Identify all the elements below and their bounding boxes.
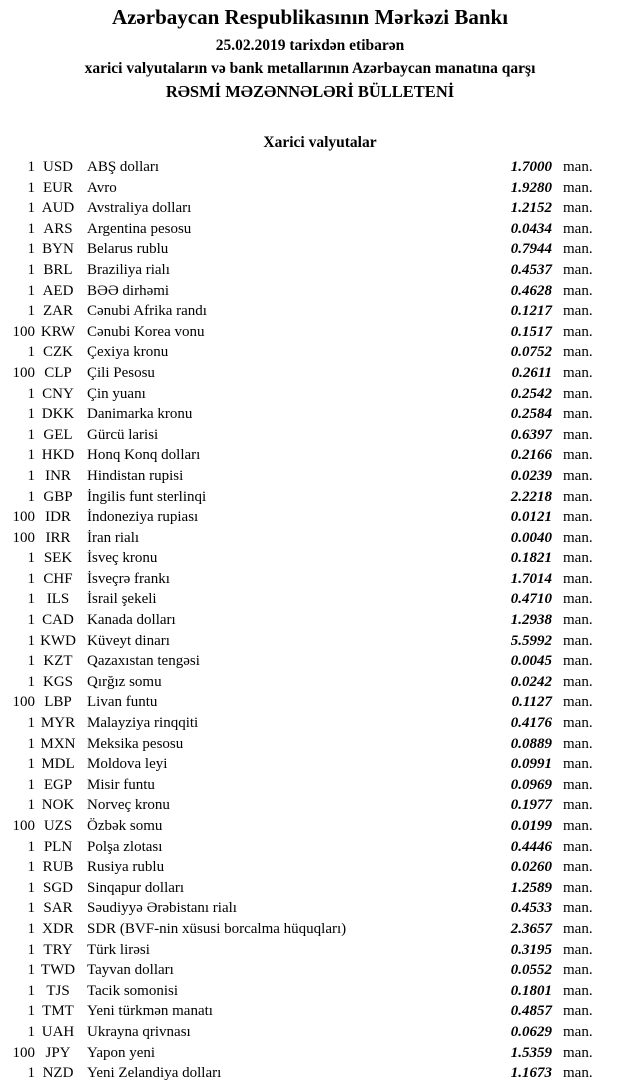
table-row (8, 322, 607, 343)
row-currency-name: Norveç kronu (87, 797, 170, 814)
row-currency-code: CZK (43, 344, 73, 361)
row-rate: 1.2152 (510, 200, 552, 217)
table-row (8, 1043, 607, 1064)
row-quantity: 1 (27, 282, 35, 299)
table-row (8, 384, 607, 405)
row-rate: 0.4710 (510, 591, 552, 608)
row-unit: man. (563, 447, 593, 464)
row-unit: man. (563, 344, 593, 361)
table-row (8, 487, 607, 508)
table-row (8, 795, 607, 816)
table-row (8, 878, 607, 899)
row-currency-code: NOK (41, 797, 75, 814)
row-currency-name: İsveç kronu (87, 550, 158, 567)
row-quantity: 100 (12, 323, 35, 340)
row-quantity: 1 (27, 200, 35, 217)
row-currency-name: Çili Pesosu (87, 364, 155, 381)
row-unit: man. (563, 467, 593, 484)
row-currency-code: UZS (43, 818, 73, 834)
row-unit: man. (563, 1065, 593, 1082)
row-currency-code: CHF (43, 570, 73, 587)
table-row (8, 198, 607, 219)
row-currency-code: IDR (45, 509, 71, 526)
row-currency-name: Qırğız somu (87, 673, 162, 690)
row-unit: man. (563, 920, 593, 937)
row-unit: man. (563, 385, 593, 402)
row-currency-name: Cənubi Korea vonu (87, 323, 205, 340)
row-rate: 0.0889 (510, 735, 552, 752)
table-row (8, 281, 607, 302)
row-unit: man. (563, 1003, 593, 1020)
row-currency-code: CLP (44, 364, 72, 381)
row-currency-code: ARS (43, 220, 73, 237)
row-unit: man. (563, 282, 593, 299)
row-rate: 0.1801 (510, 982, 552, 999)
row-rate: 0.4176 (510, 715, 552, 732)
row-rate: 0.4537 (510, 261, 552, 278)
row-currency-name: İsrail şekeli (87, 591, 157, 608)
row-rate: 0.1977 (510, 797, 552, 814)
row-quantity: 1 (27, 1023, 35, 1040)
row-unit: man. (563, 715, 593, 732)
row-unit: man. (563, 797, 593, 814)
row-rate: 0.2611 (511, 364, 552, 381)
row-currency-name: Hindistan rupisi (87, 467, 184, 484)
row-currency-code: CAD (42, 612, 74, 629)
row-unit: man. (563, 1044, 593, 1061)
row-unit: man. (563, 159, 593, 175)
row-rate: 0.0969 (510, 776, 552, 793)
table-row (8, 219, 607, 240)
table-row (8, 1001, 607, 1022)
row-currency-code: KWD (40, 632, 76, 649)
table-row (8, 569, 607, 590)
row-rate: 0.6397 (510, 426, 552, 443)
row-quantity: 100 (12, 529, 35, 546)
row-rate: 1.7000 (510, 159, 552, 175)
row-currency-code: TWD (40, 962, 76, 979)
row-unit: man. (563, 323, 593, 340)
row-quantity: 1 (27, 653, 35, 670)
row-rate: 0.2584 (510, 406, 552, 423)
table-row (8, 837, 607, 858)
row-rate: 0.4857 (510, 1003, 552, 1020)
row-currency-name: ABŞ dolları (87, 159, 160, 175)
row-currency-code: PLN (43, 838, 73, 855)
row-currency-code: DKK (41, 406, 75, 423)
table-row (8, 239, 607, 260)
row-currency-code: SAR (43, 900, 73, 917)
table-row (8, 528, 607, 549)
bank-title: Azərbaycan Respublikasının Mərkəzi Bankı (111, 5, 509, 29)
row-unit: man. (563, 1023, 593, 1040)
row-currency-name: İsveçrə frankı (87, 570, 170, 587)
row-currency-name: Livan funtu (87, 694, 158, 711)
row-currency-code: LBP (44, 694, 72, 711)
row-quantity: 1 (27, 303, 35, 320)
row-quantity: 1 (27, 900, 35, 917)
row-currency-name: Rusiya rublu (87, 859, 165, 876)
row-currency-code: ILS (46, 591, 70, 608)
row-currency-name: Çexiya kronu (87, 344, 169, 361)
table-row (8, 631, 607, 652)
row-quantity: 1 (27, 879, 35, 896)
row-unit: man. (563, 241, 593, 258)
row-quantity: 1 (27, 467, 35, 484)
row-unit: man. (563, 735, 593, 752)
row-currency-code: AED (42, 282, 74, 299)
row-quantity: 1 (27, 447, 35, 464)
row-quantity: 1 (27, 1065, 35, 1082)
row-rate: 0.0199 (510, 818, 552, 834)
table-row (8, 672, 607, 693)
row-currency-code: MYR (40, 715, 76, 732)
table-row (8, 775, 607, 796)
row-rate: 0.2542 (510, 385, 552, 402)
row-unit: man. (563, 261, 593, 278)
table-row (8, 466, 607, 487)
row-rate: 1.5359 (510, 1044, 552, 1061)
row-currency-code: BRL (43, 261, 73, 278)
row-currency-name: Danimarka kronu (87, 406, 193, 423)
row-quantity: 100 (12, 364, 35, 381)
row-currency-name: Yeni Zelandiya dolları (87, 1065, 222, 1082)
row-unit: man. (563, 488, 593, 505)
row-quantity: 100 (12, 509, 35, 526)
row-rate: 0.1821 (510, 550, 552, 567)
row-unit: man. (563, 220, 593, 237)
row-currency-name: Moldova leyi (87, 756, 168, 773)
row-currency-code: KRW (40, 323, 76, 340)
row-quantity: 1 (27, 385, 35, 402)
row-unit: man. (563, 529, 593, 546)
row-unit: man. (563, 859, 593, 876)
row-quantity: 1 (27, 962, 35, 979)
table-row (8, 898, 607, 919)
row-unit: man. (563, 426, 593, 443)
row-currency-code: SEK (43, 550, 73, 567)
row-currency-code: GEL (43, 426, 73, 443)
row-quantity: 100 (12, 694, 35, 711)
row-currency-code: XDR (42, 920, 74, 937)
row-currency-name: Tayvan dolları (87, 962, 174, 979)
row-quantity: 1 (27, 612, 35, 629)
row-currency-name: SDR (BVF-nin xüsusi borcalma hüquqları) (87, 920, 347, 937)
row-currency-name: Cənubi Afrika randı (87, 303, 207, 320)
row-currency-code: UAH (41, 1023, 75, 1040)
row-currency-name: Argentina pesosu (87, 220, 192, 237)
row-quantity: 1 (27, 179, 35, 196)
row-rate: 0.7944 (510, 241, 552, 258)
row-quantity: 1 (27, 159, 35, 175)
row-unit: man. (563, 879, 593, 896)
row-rate: 0.0629 (510, 1023, 552, 1040)
table-row (8, 425, 607, 446)
table-row (8, 342, 607, 363)
row-unit: man. (563, 941, 593, 958)
row-currency-code: EUR (43, 179, 73, 196)
row-rate: 1.2938 (510, 612, 552, 629)
row-currency-code: KZT (43, 653, 73, 670)
table-row (8, 981, 607, 1002)
row-quantity: 1 (27, 550, 35, 567)
table-row (8, 651, 607, 672)
row-unit: man. (563, 653, 593, 670)
row-currency-name: İran rialı (87, 529, 140, 546)
table-row (8, 610, 607, 631)
row-unit: man. (563, 962, 593, 979)
bulletin-title: RƏSMİ MƏZƏNNƏLƏRİ BÜLLETENİ (165, 82, 455, 101)
row-currency-code: MDL (41, 756, 75, 773)
row-currency-name: Ukrayna qrivnası (87, 1023, 191, 1040)
row-currency-name: Braziliya rialı (87, 261, 170, 278)
row-currency-name: Belarus rublu (87, 241, 169, 258)
row-currency-name: Gürcü larisi (87, 426, 159, 443)
row-unit: man. (563, 612, 593, 629)
table-row (8, 548, 607, 569)
row-quantity: 1 (27, 920, 35, 937)
row-currency-code: TMT (42, 1003, 74, 1020)
row-unit: man. (563, 509, 593, 526)
row-quantity: 1 (27, 344, 35, 361)
row-quantity: 1 (27, 715, 35, 732)
row-quantity: 1 (27, 632, 35, 649)
row-currency-name: Küveyt dinarı (87, 632, 170, 649)
row-quantity: 1 (27, 241, 35, 258)
table-row (8, 404, 607, 425)
row-currency-code: SGD (42, 879, 73, 896)
row-rate: 0.1217 (510, 303, 552, 320)
row-currency-code: NZD (42, 1065, 74, 1082)
row-currency-name: Çin yuanı (87, 385, 146, 402)
row-currency-name: İndoneziya rupiası (87, 509, 199, 526)
row-unit: man. (563, 982, 593, 999)
row-currency-name: Avstraliya dolları (87, 200, 192, 217)
row-unit: man. (563, 570, 593, 587)
table-row (8, 1063, 607, 1084)
table-row (8, 692, 607, 713)
row-quantity: 1 (27, 488, 35, 505)
row-currency-name: Səudiyyə Ərəbistanı rialı (87, 900, 237, 917)
row-rate: 5.5992 (510, 632, 552, 649)
row-quantity: 1 (27, 859, 35, 876)
row-currency-name: Avro (87, 179, 117, 196)
row-unit: man. (563, 591, 593, 608)
row-unit: man. (563, 756, 593, 773)
table-row (8, 940, 607, 961)
row-currency-code: GBP (43, 488, 73, 505)
row-rate: 2.3657 (510, 920, 552, 937)
table-row (8, 754, 607, 775)
table-row (8, 178, 607, 199)
effective-date-line: 25.02.2019 tarixdən etibarən (215, 37, 405, 54)
row-currency-code: HKD (41, 447, 75, 464)
row-rate: 0.1517 (510, 323, 552, 340)
row-unit: man. (563, 303, 593, 320)
row-quantity: 1 (27, 838, 35, 855)
subject-line: xarici valyutaların və bank metallarının Azərbaycan manatına qarşı (84, 60, 536, 77)
row-currency-name: Malayziya rinqqiti (87, 715, 199, 732)
row-unit: man. (563, 632, 593, 649)
row-currency-name: İngilis funt sterlinqi (87, 488, 207, 505)
table-row (8, 507, 607, 528)
row-currency-name: Kanada dolları (87, 612, 176, 629)
row-currency-name: Türk lirəsi (87, 941, 150, 958)
row-quantity: 1 (27, 591, 35, 608)
row-currency-name: BƏƏ dirhəmi (87, 282, 170, 299)
row-rate: 1.7014 (510, 570, 552, 587)
table-row (8, 816, 607, 837)
row-currency-code: EGP (43, 776, 73, 793)
table-row (8, 713, 607, 734)
row-currency-name: Qazaxıstan tengəsi (87, 653, 200, 670)
row-unit: man. (563, 694, 593, 711)
row-rate: 0.0242 (510, 673, 552, 690)
row-currency-name: Özbək somu (87, 818, 163, 834)
document-header (0, 5, 620, 102)
row-unit: man. (563, 776, 593, 793)
row-currency-code: INR (45, 467, 71, 484)
row-currency-code: TRY (43, 941, 73, 958)
currency-rates-table (0, 157, 620, 1084)
table-row (8, 301, 607, 322)
row-currency-name: Polşa zlotası (87, 838, 163, 855)
row-currency-name: Tacik somonisi (87, 982, 179, 999)
row-rate: 0.0260 (510, 859, 552, 876)
row-quantity: 1 (27, 776, 35, 793)
row-rate: 1.2589 (510, 879, 552, 896)
row-currency-code: CNY (42, 385, 74, 402)
row-rate: 0.0552 (510, 962, 552, 979)
row-currency-code: TJS (46, 982, 70, 999)
row-rate: 0.0045 (510, 653, 552, 670)
table-row (8, 589, 607, 610)
row-rate: 0.3195 (510, 941, 552, 958)
row-rate: 0.0752 (510, 344, 552, 361)
table-row (8, 157, 607, 178)
row-currency-code: ZAR (43, 303, 73, 320)
row-currency-code: BYN (42, 241, 74, 258)
table-row (8, 857, 607, 878)
row-quantity: 100 (12, 1044, 35, 1061)
row-quantity: 1 (27, 570, 35, 587)
row-currency-code: RUB (42, 859, 74, 876)
row-unit: man. (563, 818, 593, 834)
row-quantity: 1 (27, 1003, 35, 1020)
table-row (8, 1022, 607, 1043)
table-row (8, 445, 607, 466)
row-currency-name: Meksika pesosu (87, 735, 184, 752)
table-row (8, 919, 607, 940)
row-unit: man. (563, 550, 593, 567)
table-row (8, 734, 607, 755)
row-rate: 0.0121 (510, 509, 552, 526)
row-currency-name: Yapon yeni (87, 1044, 156, 1061)
row-rate: 1.1673 (510, 1065, 552, 1082)
row-rate: 0.0991 (510, 756, 552, 773)
row-quantity: 1 (27, 941, 35, 958)
row-rate: 0.4628 (510, 282, 552, 299)
row-currency-name: Yeni türkmən manatı (87, 1003, 213, 1020)
row-rate: 0.4446 (510, 838, 552, 855)
row-quantity: 1 (27, 673, 35, 690)
row-currency-name: Misir funtu (87, 776, 155, 793)
row-currency-name: Honq Konq dolları (87, 447, 201, 464)
row-rate: 0.0040 (510, 529, 552, 546)
table-row (8, 960, 607, 981)
row-unit: man. (563, 838, 593, 855)
row-rate: 0.4533 (510, 900, 552, 917)
row-rate: 0.0239 (510, 467, 552, 484)
row-currency-name: Sinqapur dolları (87, 879, 185, 896)
row-quantity: 1 (27, 426, 35, 443)
row-rate: 1.9280 (510, 179, 552, 196)
row-quantity: 100 (12, 818, 35, 834)
row-quantity: 1 (27, 756, 35, 773)
table-row (8, 260, 607, 281)
row-quantity: 1 (27, 261, 35, 278)
row-currency-code: MXN (40, 735, 76, 752)
row-currency-code: AUD (41, 200, 75, 217)
row-quantity: 1 (27, 735, 35, 752)
row-unit: man. (563, 364, 593, 381)
section-title-foreign-currencies: Xarici valyutalar (263, 134, 377, 151)
row-quantity: 1 (27, 797, 35, 814)
row-currency-code: KGS (42, 673, 73, 690)
row-rate: 0.2166 (510, 447, 552, 464)
row-currency-code: IRR (45, 529, 71, 546)
row-rate: 0.0434 (510, 220, 552, 237)
row-quantity: 1 (27, 982, 35, 999)
row-quantity: 1 (27, 220, 35, 237)
row-rate: 2.2218 (510, 488, 552, 505)
row-unit: man. (563, 673, 593, 690)
row-rate: 0.1127 (511, 694, 552, 711)
table-row (8, 363, 607, 384)
row-unit: man. (563, 200, 593, 217)
row-unit: man. (563, 900, 593, 917)
row-unit: man. (563, 406, 593, 423)
row-unit: man. (563, 179, 593, 196)
row-currency-code: USD (42, 159, 73, 175)
row-quantity: 1 (27, 406, 35, 423)
row-currency-code: JPY (45, 1044, 71, 1061)
